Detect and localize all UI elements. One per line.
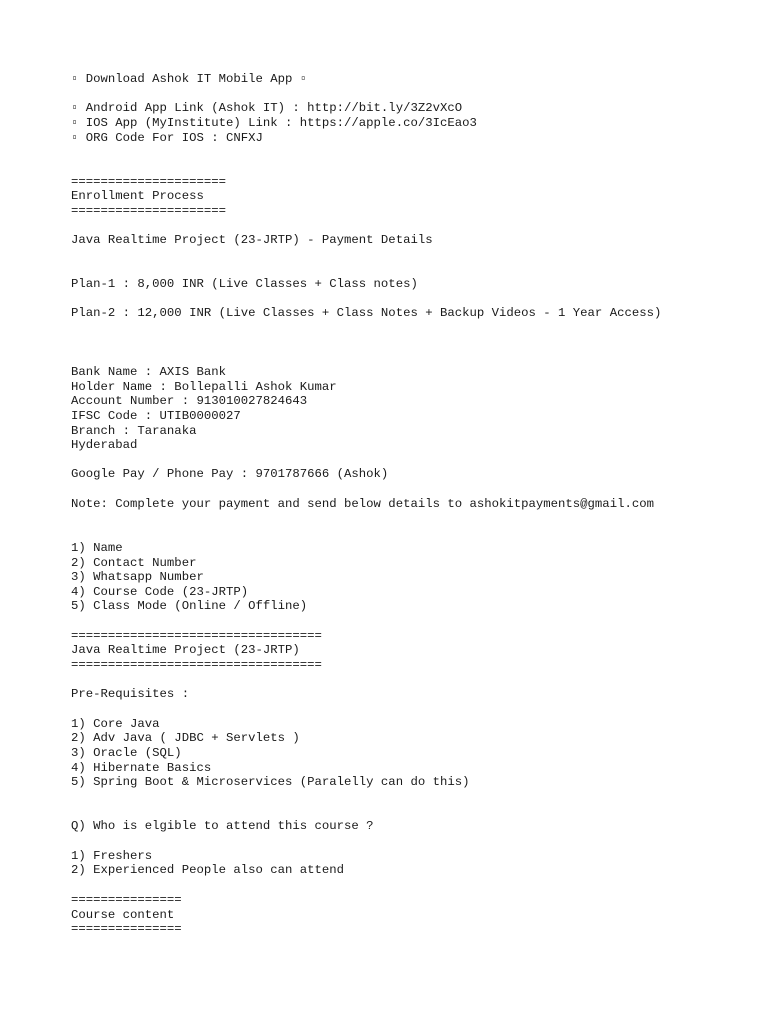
line-detail-5: 5) Class Mode (Online / Offline) xyxy=(71,599,308,613)
line-android-link: ▫ Android App Link (Ashok IT) : http://bit.ly/3Z2vXcO xyxy=(71,101,463,115)
line-eligible-2: 2) Experienced People also can attend xyxy=(71,863,345,877)
line-ifsc-code: IFSC Code : UTIB0000027 xyxy=(71,409,241,423)
line-prereq-1: 1) Core Java xyxy=(71,717,160,731)
line-branch: Branch : Taranaka xyxy=(71,424,197,438)
line-eligible-1: 1) Freshers xyxy=(71,849,153,863)
line-prereq-2: 2) Adv Java ( JDBC + Servlets ) xyxy=(71,731,300,745)
line-plan-2: Plan-2 : 12,000 INR (Live Classes + Class Notes + Backup Videos - 1 Year Access) xyxy=(71,306,662,320)
line-sep-3b: =============== xyxy=(71,922,182,936)
line-upi: Google Pay / Phone Pay : 9701787666 (Ashok) xyxy=(71,467,389,481)
line-detail-2: 2) Contact Number xyxy=(71,556,197,570)
line-prereq-4: 4) Hibernate Basics xyxy=(71,761,212,775)
line-course-title: Java Realtime Project (23-JRTP) xyxy=(71,643,300,657)
line-detail-3: 3) Whatsapp Number xyxy=(71,570,204,584)
line-prereq-5: 5) Spring Boot & Microservices (Paralelly can do this) xyxy=(71,775,470,789)
line-account-number: Account Number : 913010027824643 xyxy=(71,394,308,408)
line-city: Hyderabad xyxy=(71,438,138,452)
line-enrollment-title: Enrollment Process xyxy=(71,189,204,203)
line-org-code: ▫ ORG Code For IOS : CNFXJ xyxy=(71,131,263,145)
line-bank-name: Bank Name : AXIS Bank xyxy=(71,365,226,379)
line-sep-1b: ===================== xyxy=(71,204,226,218)
line-holder-name: Holder Name : Bollepalli Ashok Kumar xyxy=(71,380,337,394)
line-detail-1: 1) Name xyxy=(71,541,123,555)
line-ios-link: ▫ IOS App (MyInstitute) Link : https://apple.co/3IcEao3 xyxy=(71,116,477,130)
line-payment-title: Java Realtime Project (23-JRTP) - Payment Details xyxy=(71,233,433,247)
line-content-title: Course content xyxy=(71,908,175,922)
line-plan-1: Plan-1 : 8,000 INR (Live Classes + Class notes) xyxy=(71,277,418,291)
line-note: Note: Complete your payment and send below details to ashokitpayments@gmail.com xyxy=(71,497,654,511)
line-prereq-3: 3) Oracle (SQL) xyxy=(71,746,182,760)
line-sep-1a: ===================== xyxy=(71,175,226,189)
line-sep-3a: =============== xyxy=(71,893,182,907)
line-eligibility-question: Q) Who is elgible to attend this course ? xyxy=(71,819,374,833)
line-detail-4: 4) Course Code (23-JRTP) xyxy=(71,585,249,599)
line-sep-2a: ================================== xyxy=(71,629,322,643)
line-prereq-title: Pre-Requisites : xyxy=(71,687,190,701)
line-sep-2b: ================================== xyxy=(71,658,322,672)
line-app-heading: ▫ Download Ashok IT Mobile App ▫ xyxy=(71,72,308,86)
